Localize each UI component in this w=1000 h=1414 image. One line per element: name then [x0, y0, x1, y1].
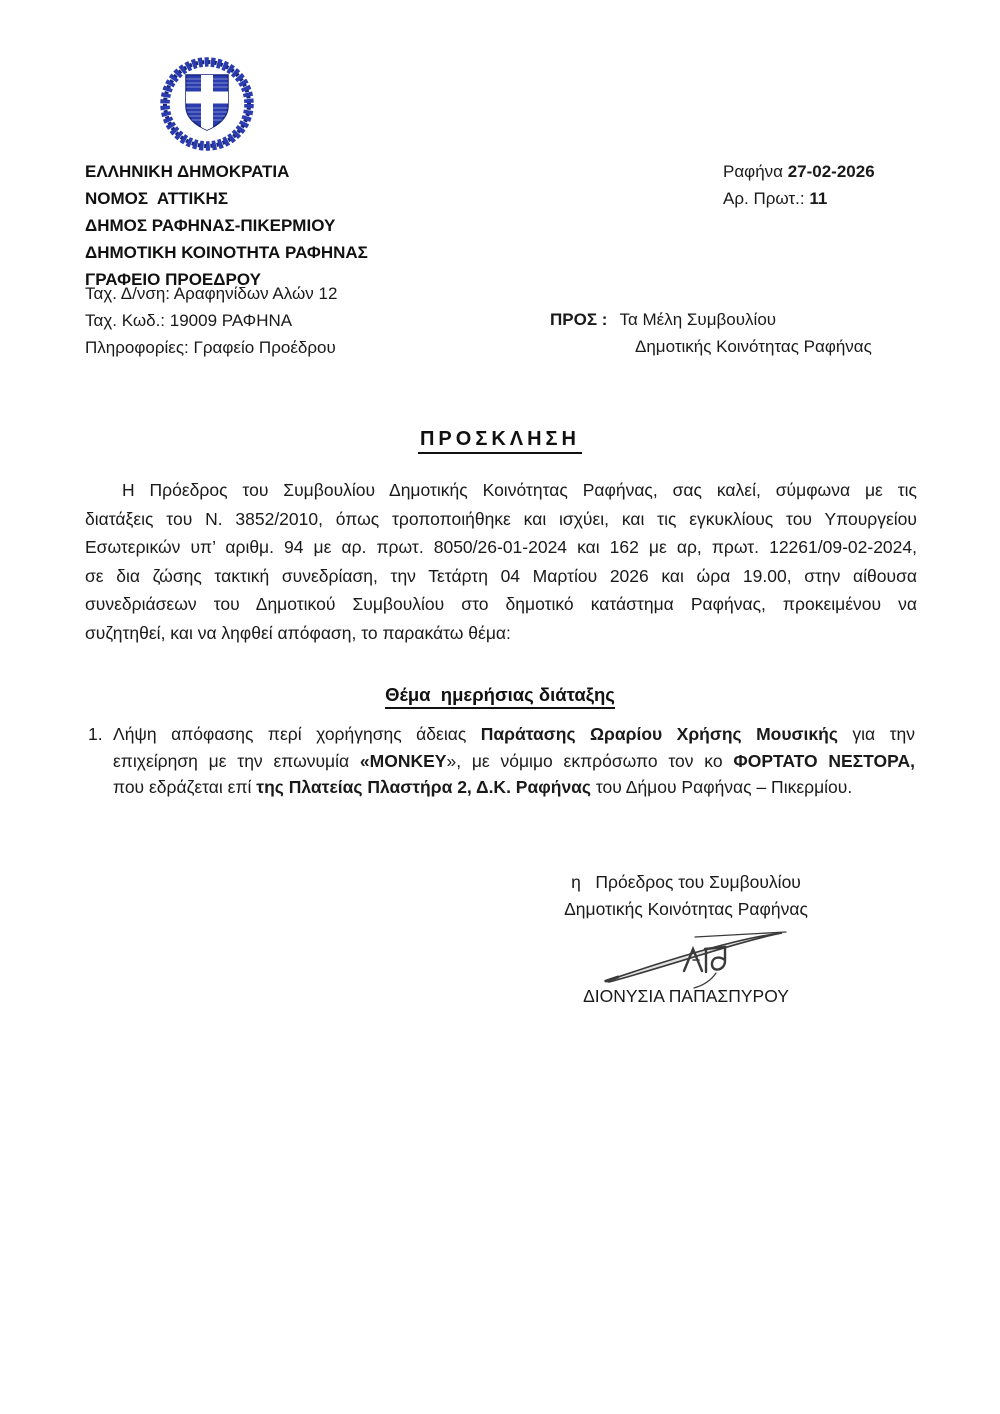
text-line: ΝΟΜΟΣ ΑΤΤΙΚΗΣ: [85, 189, 229, 208]
agenda-item: [88, 721, 918, 801]
handwritten-signature-icon: [598, 926, 793, 990]
text-line: Πληροφορίες: Γραφείο Προέδρου: [85, 338, 336, 357]
agenda-heading: Θέμα ημερήσιας διάταξης: [385, 684, 615, 709]
text-line: ΔΗΜΟΤΙΚΗ ΚΟΙΝΟΤΗΤΑ ΡΑΦΗΝΑΣ: [85, 243, 368, 262]
emphasized-text: της Πλατείας Πλαστήρα 2, Δ.Κ. Ραφήνας: [256, 777, 592, 797]
protocol-number: 11: [809, 189, 828, 208]
date-line: [723, 158, 875, 185]
text-line: διατάξεις του Ν. 3852/2010, όπως τροποποιήθηκε και ισχύει, και τις εγκυκλίους του Υπουργείου: [85, 508, 917, 529]
protocol-label: Αρ. Πρωτ.:: [723, 189, 810, 208]
signer-name: ΔΙΟΝΥΣΙΑ ΠΑΠΑΣΠΥΡΟΥ: [583, 986, 789, 1006]
closing-block: [500, 869, 872, 922]
text-line: Ταχ. Δ/νση: Αραφηνίδων Αλών 12: [85, 284, 338, 303]
document-date: 27-02-2026: [787, 162, 875, 181]
text-line: Η Πρόεδρος του Συμβουλίου Δημοτικής Κοινότητας Ραφήνας, σας καλεί, σύμφωνα με τις: [122, 480, 917, 500]
text-line: ΓΡΑΦΕΙΟ ΠΡΟΕΔΡΟΥ: [85, 270, 261, 289]
emphasized-text: «MONKEY: [359, 750, 447, 771]
recipient-line-1: [550, 306, 872, 333]
date-protocol-block: [723, 158, 875, 212]
text-segment: για την: [837, 724, 916, 744]
emphasized-text: ΦΟΡΤΑΤΟ ΝΕΣΤΟΡΑ,: [733, 750, 915, 771]
text-line: συζητηθεί, και να ληφθεί απόφαση, το παρακάτω θέμα:: [85, 622, 511, 643]
greek-republic-emblem-icon: [157, 50, 257, 156]
agenda-item-text: [113, 721, 915, 801]
title-row: [0, 428, 1000, 454]
agenda-item-number: 1.: [88, 724, 103, 744]
emphasized-text: Παράτασης Ωραρίου Χρήσης Μουσικής: [480, 724, 838, 744]
text-line: [113, 721, 915, 748]
text-line: [113, 774, 915, 801]
protocol-line: [723, 185, 875, 212]
text-line: [113, 748, 915, 775]
document-title: ΠΡΟΣΚΛΗΣΗ: [418, 428, 582, 454]
text-line: ΔΗΜΟΣ ΡΑΦΗΝΑΣ-ΠΙΚΕΡΜΙΟΥ: [85, 216, 336, 235]
body-paragraph: [85, 476, 917, 647]
text-segment: επιχείρηση με την επωνυμία: [113, 750, 360, 771]
to-label: ΠΡΟΣ :: [550, 310, 608, 329]
text-line: συνεδριάσεων του Δημοτικού Συμβουλίου στο δημοτικό κατάστημα Ραφήνας, προκειμένου να: [85, 594, 917, 614]
org-header-block: [85, 158, 368, 293]
text-line: Δημοτικής Κοινότητας Ραφήνας: [564, 898, 808, 919]
text-segment: », με νόμιμο εκπρόσωπο τον κο: [446, 750, 734, 771]
text-segment: του Δήμου Ραφήνας – Πικερμίου.: [591, 777, 853, 797]
recipient-block: [550, 306, 872, 360]
place-label: Ραφήνα: [723, 162, 788, 181]
text-line: Εσωτερικών υπ’ αριθμ. 94 με αρ. πρωτ. 8050/26-01-2024 και 162 με αρ, πρωτ. 12261/09-02-2024,: [85, 537, 917, 557]
contact-info-block: [85, 280, 337, 361]
text-segment: Λήψη απόφασης περί χορήγησης άδειας: [113, 724, 481, 744]
text-segment: που εδράζεται επί: [113, 777, 257, 797]
text-line: σε δια ζώσης τακτική συνεδρίαση, την Τετάρτη 04 Μαρτίου 2026 και ώρα 19.00, στην αίθουσα: [85, 565, 917, 586]
recipient-text: Τα Μέλη Συμβουλίου: [619, 310, 777, 329]
agenda-heading-row: [0, 684, 1000, 709]
recipient-line-2: Δημοτικής Κοινότητας Ραφήνας: [635, 337, 872, 356]
text-line: Ταχ. Κωδ.: 19009 ΡΑΦΗΝΑ: [85, 311, 293, 330]
text-line: η Πρόεδρος του Συμβουλίου: [571, 872, 801, 892]
text-line: ΕΛΛΗΝΙΚΗ ΔΗΜΟΚΡΑΤΙΑ: [85, 162, 290, 181]
